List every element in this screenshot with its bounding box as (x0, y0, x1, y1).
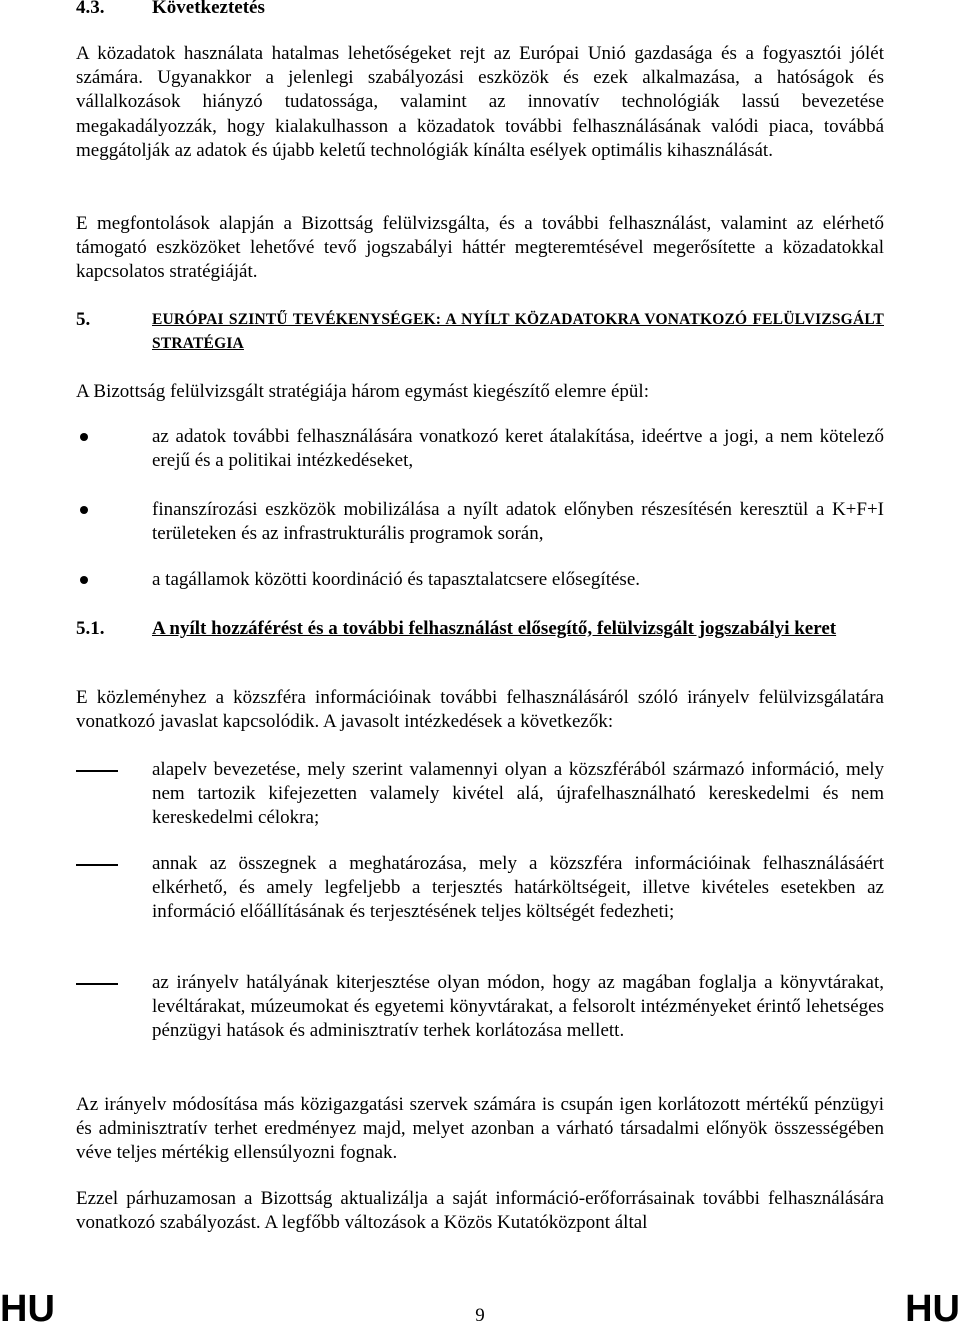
page-number: 9 (475, 1305, 485, 1326)
paragraph: Ezzel párhuzamosan a Bizottság aktualizálja a saját információ-erőforrásainak további felhasználására vonatkozó szabályozást. A legfőbb változások a Közös Kutatóközpont által (76, 1188, 884, 1234)
paragraph: A Bizottság felülvizsgált stratégiája három egymást kiegészítő elemre épül: (76, 381, 649, 402)
dash-marker (76, 770, 118, 772)
list-item: annak az összegnek a meghatározása, mely a közszféra információinak felhasználásáért elkérhető, és amely legfeljebb a terjesztés határköltségeit, illetve kivételes esetekben az információ előállításának és terjesztésének teljes költségét fedezheti; (152, 853, 884, 923)
section-number: 4.3. (76, 0, 105, 18)
language-code-left: HU (0, 1288, 55, 1330)
paragraph: E megfontolások alapján a Bizottság felülvizsgálta, és a további felhasználást, valamint az elérhető támogató eszközöket lehetővé tevő jogszabályi háttér megteremtésével megerősítette a közadatokkal kapcsolatos stratégiáját. (76, 213, 884, 283)
bullet-dot-icon (80, 506, 88, 514)
list-item: az irányelv hatályának kiterjesztése olyan módon, hogy az magában foglalja a könyvtárakat, levéltárakat, múzeumokat és egyetemi könyvtárakat, a felsorolt intézményeket érintő lehetséges pénzügyi hatások és adminisztratív terhek korlátozása mellett. (152, 972, 884, 1042)
paragraph: A közadatok használata hatalmas lehetőségeket rejt az Európai Unió gazdasága és a fogyasztói jólét számára. Ugyanakkor a jelenlegi szabályozási eszközök és ezek alkalmazása, a hatóságok és vállalkozások hiányzó tudatossága, valamint az innovatív technológiák lassú bevezetése megakadályozzák, hogy kialakulhasson a közadatok további felhasználásának valódi piaca, továbbá meggátolják az adatok és újabb keletű technológiák kínálta esélyek optimális kihasználását. (76, 43, 884, 161)
section-title: EURÓPAI SZINTŰ TEVÉKENYSÉGEK: A NYÍLT KÖZADATOKRA VONATKOZÓ FELÜLVIZSGÁLT STRATÉGIA (152, 311, 884, 352)
dash-marker (76, 864, 118, 866)
language-code-right: HU (905, 1288, 960, 1330)
section-title: Következtetés (152, 0, 265, 18)
list-item: finanszírozási eszközök mobilizálása a nyílt adatok előnyben részesítésén keresztül a K+F+I területeken és az infrastrukturális programok során, (152, 499, 884, 545)
bullet-dot-icon (80, 576, 88, 584)
list-item: alapelv bevezetése, mely szerint valamennyi olyan a közszférából származó információ, mely nem tartozik kifejezetten valamely kivétel alá, újrafelhasználható kereskedelmi és nem kereskedelmi célokra; (152, 759, 884, 829)
paragraph: Az irányelv módosítása más közigazgatási szervek számára is csupán igen korlátozott mértékű pénzügyi és adminisztratív terhet eredményez majd, melyet azonban a várható társadalmi előnyök összességében véve teljes mértékig ellensúlyozni fognak. (76, 1094, 884, 1164)
list-item: a tagállamok közötti koordináció és tapasztalatcsere elősegítése. (152, 569, 640, 590)
dash-marker (76, 983, 118, 985)
section-title: A nyílt hozzáférést és a további felhasználást elősegítő, felülvizsgált jogszabályi keret (152, 618, 837, 639)
list-item: az adatok további felhasználására vonatkozó keret átalakítása, ideértve a jogi, a nem kötelező erejű és a politikai intézkedéseket, (152, 426, 884, 472)
bullet-dot-icon (80, 433, 88, 441)
section-number: 5.1. (76, 618, 105, 639)
section-number: 5. (76, 309, 91, 330)
paragraph: E közleményhez a közszféra információinak további felhasználásáról szóló irányelv felülvizsgálatára vonatkozó javaslat kapcsolódik. A javasolt intézkedések a következők: (76, 687, 884, 733)
